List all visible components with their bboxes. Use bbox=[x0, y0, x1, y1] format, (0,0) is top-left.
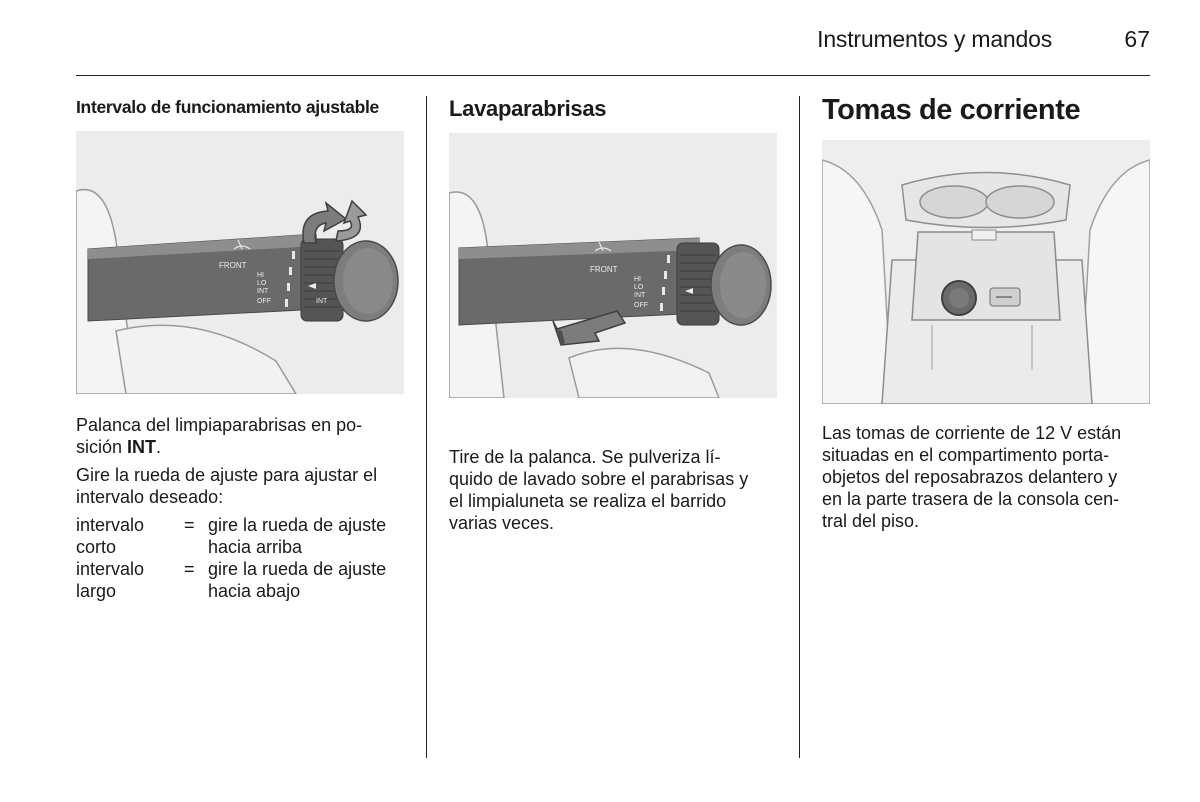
label-front: FRONT bbox=[590, 265, 618, 274]
paragraph-adjust-wheel: Gire la rueda de ajuste para ajustar el intervalo deseado: bbox=[76, 465, 378, 507]
definition-row bbox=[76, 514, 386, 558]
col1-body bbox=[76, 414, 408, 602]
label-ring-int: INT bbox=[316, 298, 328, 305]
label-lo: LO bbox=[257, 280, 267, 287]
label-hi: HI bbox=[634, 276, 641, 283]
column-divider-2 bbox=[799, 96, 800, 758]
section-heading-interval: Intervalo de funcionamiento ajustable bbox=[76, 97, 379, 117]
definition-equals: = bbox=[184, 559, 195, 579]
definition-term: intervalo corto bbox=[76, 515, 145, 557]
label-off: OFF bbox=[257, 298, 271, 305]
figure-wiper-lever-interval bbox=[76, 131, 404, 394]
figure-wiper-lever-washer bbox=[449, 133, 777, 398]
paragraph-power-outlets: Las tomas de corriente de 12 V están situadas en el compartimento porta- objetos del reposabrazos delantero y en la parte trasera de la consola cen- tral del piso. bbox=[822, 423, 1122, 531]
paragraph-lever-position bbox=[76, 414, 408, 458]
definition-equals: = bbox=[184, 515, 195, 535]
section-heading-washer: Lavaparabrisas bbox=[449, 96, 607, 121]
page-number: 67 bbox=[1124, 26, 1150, 52]
definition-desc: gire la rueda de ajuste hacia arriba bbox=[208, 515, 387, 557]
col3-body bbox=[822, 422, 1154, 538]
label-hi: HI bbox=[257, 272, 264, 279]
definition-row bbox=[76, 558, 386, 602]
header-rule bbox=[76, 75, 1150, 76]
label-front: FRONT bbox=[219, 261, 247, 270]
column-divider-1 bbox=[426, 96, 427, 758]
section-heading-power-outlets: Tomas de corriente bbox=[822, 94, 1081, 126]
para1-line2: sición bbox=[76, 437, 128, 457]
label-int: INT bbox=[634, 292, 646, 299]
definition-term: intervalo largo bbox=[76, 559, 145, 601]
figure-power-outlet-console bbox=[822, 140, 1150, 404]
label-off: OFF bbox=[634, 302, 648, 309]
definition-desc: gire la rueda de ajuste hacia abajo bbox=[208, 559, 387, 601]
label-lo: LO bbox=[634, 284, 644, 291]
definition-table bbox=[76, 514, 386, 602]
label-int: INT bbox=[257, 288, 269, 295]
para1-period: . bbox=[156, 437, 162, 457]
col2-body bbox=[449, 446, 781, 540]
paragraph-washer: Tire de la palanca. Se pulveriza lí- quido de lavado sobre el parabrisas y el limpialuneta se realiza el barrido varias veces. bbox=[449, 447, 749, 533]
para1-line1: Palanca del limpiaparabrisas en po- bbox=[76, 415, 363, 435]
running-header-title: Instrumentos y mandos bbox=[817, 26, 1052, 52]
para1-int-bold: INT bbox=[127, 437, 157, 457]
